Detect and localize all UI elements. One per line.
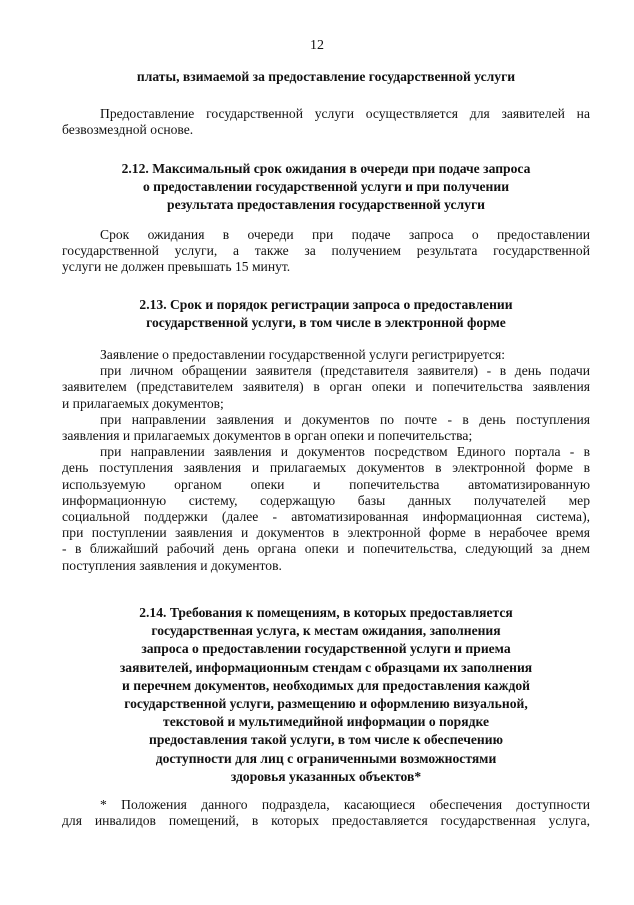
sec213-body (62, 347, 590, 574)
heading-line: здоровья указанных объектов* (230, 768, 422, 784)
paragraph-line: Срок ожидания в очереди при подаче запроса о предоставлении (100, 227, 590, 242)
paragraph-line: заявителем (представителем заявителя) в орган опеки и попечительства заявления (62, 379, 590, 395)
paragraph-line: при поступлении заявления и документов в электронной форме в нерабочее время (62, 525, 590, 541)
page-number: 12 (310, 38, 324, 53)
paragraph-line: при направлении заявления и документов посредством Единого портала - в (100, 444, 590, 460)
paragraph-line: день поступления заявления и прилагаемых документов в электронной форме в (62, 460, 590, 476)
heading-line: запроса о предоставлении государственной услуги и приема (141, 641, 511, 657)
footnote-body (62, 797, 590, 829)
heading-line: доступности для лиц с ограниченными возможностями (155, 750, 497, 766)
paragraph-line: государственной услуги, а также за получением результата государственной (62, 243, 590, 259)
heading-line: 2.13. Срок и порядок регистрации запроса о предоставлении (139, 297, 513, 312)
heading-line: 2.14. Требования к помещениям, в которых предоставляется (139, 605, 513, 620)
heading-line: государственной услуги, в том числе в электронной форме (146, 315, 506, 331)
paragraph-line: поступления заявления и документов. (62, 557, 282, 573)
heading-line: результата предоставления государственной услуги (167, 197, 485, 213)
sec212-body (62, 227, 590, 276)
paragraph-line: Предоставление государственной услуги осуществляется для заявителей на (100, 106, 590, 121)
heading-line: и перечнем документов, необходимых для предоставления каждой (122, 677, 530, 693)
heading-line: предоставления такой услуги, в том числе к обеспечению (149, 732, 503, 748)
paragraph-line: социальной поддержки (далее - автоматизированная информационная система), (62, 509, 590, 525)
block1-body (62, 106, 590, 138)
sec212-heading (62, 160, 590, 215)
sec214-heading (62, 604, 590, 786)
heading-line: государственная услуга, к местам ожидания, заполнения (151, 623, 501, 639)
heading-line: государственной услуги, размещению и оформлению визуальной, (124, 696, 528, 712)
paragraph-line: * Положения данного подраздела, касающиеся обеспечения доступности (100, 797, 590, 812)
heading-line: 2.12. Максимальный срок ожидания в очереди при подаче запроса (121, 161, 531, 176)
heading-line: текстовой и мультимедийной информации о порядке (163, 714, 489, 730)
heading-line: заявителей, информационным стендам с образцами их заполнения (119, 659, 533, 675)
heading-line: платы, взимаемой за предоставление государственной услуги (136, 69, 516, 84)
paragraph-line: заявления и прилагаемых документов в орган опеки и попечительства; (62, 428, 473, 444)
paragraph-line: и прилагаемых документов; (62, 395, 224, 411)
heading-line: о предоставлении государственной услуги и при получении (142, 179, 510, 195)
block1-heading (62, 68, 590, 86)
paragraph-line: - в ближайший рабочий день органа опеки и попечительства, следующий за днем (62, 541, 590, 557)
paragraph-line: Заявление о предоставлении государственной услуги регистрируется: (100, 347, 506, 362)
paragraph-line: при направлении заявления и документов по почте - в день поступления (100, 411, 590, 427)
paragraph-line: используемую органом опеки и попечительства автоматизированную (62, 476, 590, 492)
paragraph-line: услуги не должен превышать 15 минут. (62, 259, 291, 275)
paragraph-line: для инвалидов помещений, в которых предоставляется государственная услуга, (62, 813, 590, 829)
paragraph-line: безвозмездной основе. (62, 122, 194, 138)
sec213-heading (62, 296, 590, 332)
paragraph-line: информационную систему, содержащую базы данных получателей мер (62, 492, 590, 508)
paragraph-line: при личном обращении заявителя (представителя заявителя) - в день подачи (100, 363, 590, 379)
